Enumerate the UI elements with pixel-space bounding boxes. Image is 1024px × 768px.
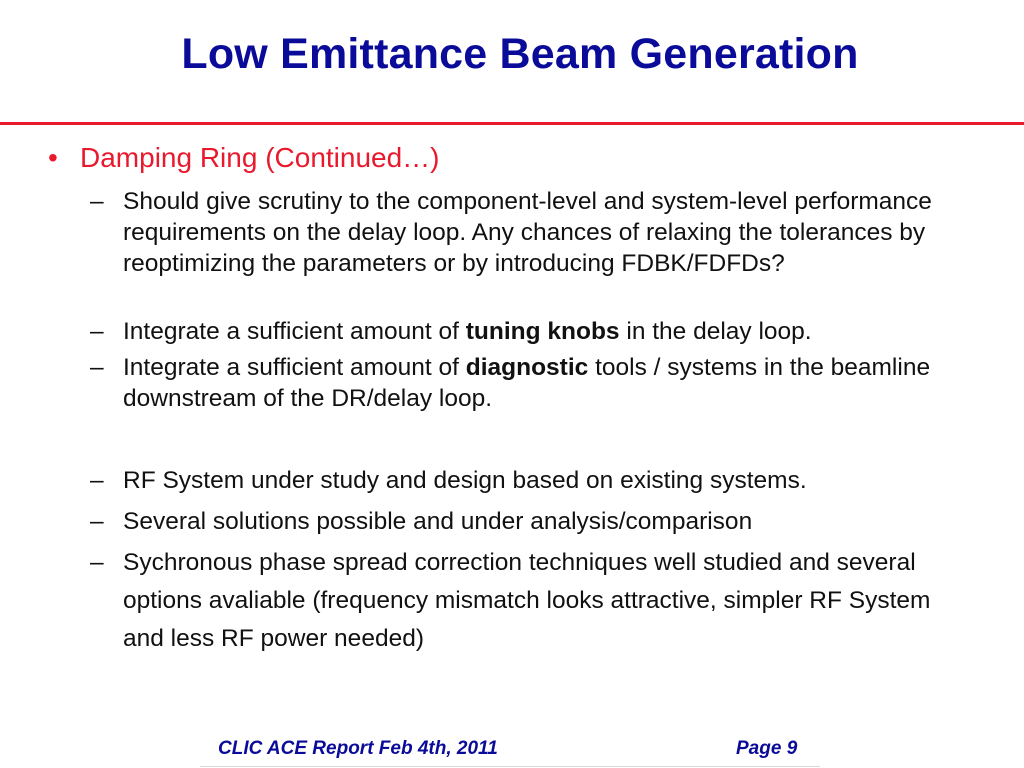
bullet-heading: Damping Ring (Continued…)	[80, 142, 440, 173]
dash-marker: –	[90, 467, 104, 494]
dash-marker: –	[90, 318, 104, 345]
footer-divider	[200, 766, 820, 767]
footer-report: CLIC ACE Report Feb 4th, 2011	[218, 738, 498, 759]
title-divider	[0, 122, 1024, 125]
slide-title: Low Emittance Beam Generation	[181, 30, 859, 78]
sub-item-text: Several solutions possible and under analysis/comparison	[123, 508, 753, 535]
bullet-marker: •	[48, 142, 58, 173]
sub-item-text: RF System under study and design based on existing systems.	[123, 467, 807, 494]
dash-marker: –	[90, 508, 104, 535]
sub-item-text: Integrate a sufficient amount of tuning knobs in the delay loop.	[123, 318, 812, 345]
dash-marker: –	[90, 188, 104, 215]
sub-item-text: Integrate a sufficient amount of diagnostic tools / systems in the beamline downstream of the DR/delay loop.	[123, 354, 931, 412]
emphasis: tuning knobs	[465, 318, 620, 345]
emphasis: diagnostic	[465, 354, 589, 381]
sub-item-text: Should give scrutiny to the component-level and system-level performance requirements on the delay loop. Any chances of relaxing the tolerances by reoptimizing the parameters or by introducing FDBK/FDFDs?	[123, 188, 932, 277]
dash-marker: –	[90, 354, 104, 381]
sub-item-text: Sychronous phase spread correction techniques well studied and several options avaliable (frequency mismatch looks attractive, simpler RF System and less RF power needed)	[123, 549, 931, 652]
dash-marker: –	[90, 549, 104, 576]
footer-page-number: Page 9	[736, 738, 798, 759]
